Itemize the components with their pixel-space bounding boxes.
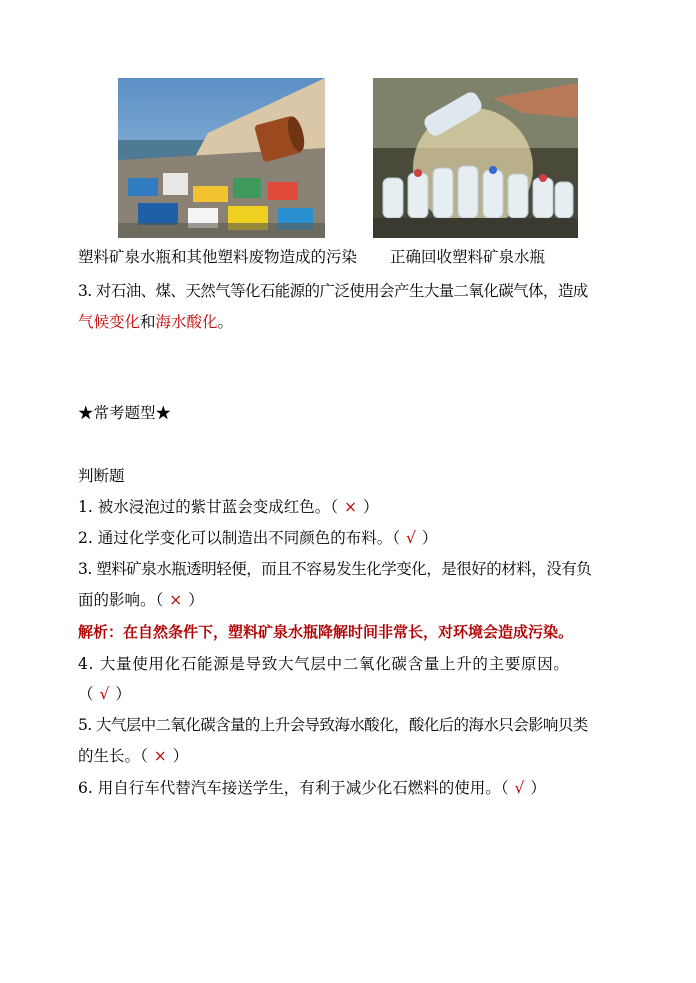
answer-1: ×	[343, 498, 357, 516]
question-2-text: 2. 通过化学变化可以制造出不同颜色的布料。（	[78, 529, 400, 547]
question-3-line2	[78, 590, 204, 610]
question-5-close: ）	[172, 747, 189, 765]
question-1	[78, 497, 378, 517]
beach-pollution-photo	[118, 78, 325, 238]
answer-3: ×	[169, 591, 183, 609]
question-2-close: ）	[421, 529, 438, 547]
answer-5: ×	[153, 747, 167, 765]
ending: 。	[217, 313, 234, 331]
question-1-text: 1. 被水浸泡过的紫甘蓝会变成红色。（	[78, 498, 338, 516]
analysis-text: 解析：在自然条件下，塑料矿泉水瓶降解时间非常长，对环境会造成污染。	[78, 623, 574, 641]
question-3-line1: 3. 塑料矿泉水瓶透明轻便，而且不容易发生化学变化，是很好的材料，没有负	[78, 560, 592, 578]
pollution-caption: 塑料矿泉水瓶和其他塑料废物造成的污染	[78, 248, 358, 266]
point3-line1: 3. 对石油、煤、天然气等化石能源的广泛使用会产生大量二氧化碳气体，造成	[78, 282, 588, 300]
answer-2: √	[405, 529, 416, 547]
question-2	[78, 528, 437, 548]
term-ocean-acidification: 海水酸化	[155, 313, 218, 331]
question-5-text: 的生长。（	[78, 747, 148, 765]
question-4-line2	[78, 684, 131, 704]
section-title: ★常考题型★	[78, 404, 172, 422]
judge-heading: 判断题	[78, 467, 125, 485]
answer-4: √	[99, 685, 110, 703]
answer-6: √	[514, 779, 525, 797]
question-3-close: ）	[188, 591, 204, 609]
question-6-close: ）	[530, 779, 546, 797]
question-6	[78, 778, 546, 798]
recycle-bottles-photo	[373, 78, 578, 238]
question-4-line1: 4. 大量使用化石能源是导致大气层中二氧化碳含量上升的主要原因。	[78, 655, 570, 673]
question-1-close: ）	[362, 498, 379, 516]
question-5-line1: 5. 大气层中二氧化碳含量的上升会导致海水酸化，酸化后的海水只会影响贝类	[78, 716, 588, 734]
question-6-text: 6. 用自行车代替汽车接送学生，有利于减少化石燃料的使用。（	[78, 779, 509, 797]
question-3-text: 面的影响。（	[78, 591, 164, 609]
recycle-caption: 正确回收塑料矿泉水瓶	[390, 248, 546, 266]
question-4-close: ）	[115, 685, 131, 703]
point3-line2	[78, 312, 233, 332]
question-4-open: （	[78, 685, 94, 703]
connector: 和	[140, 313, 156, 331]
term-climate-change: 气候变化	[78, 313, 141, 331]
question-5-line2	[78, 746, 188, 766]
